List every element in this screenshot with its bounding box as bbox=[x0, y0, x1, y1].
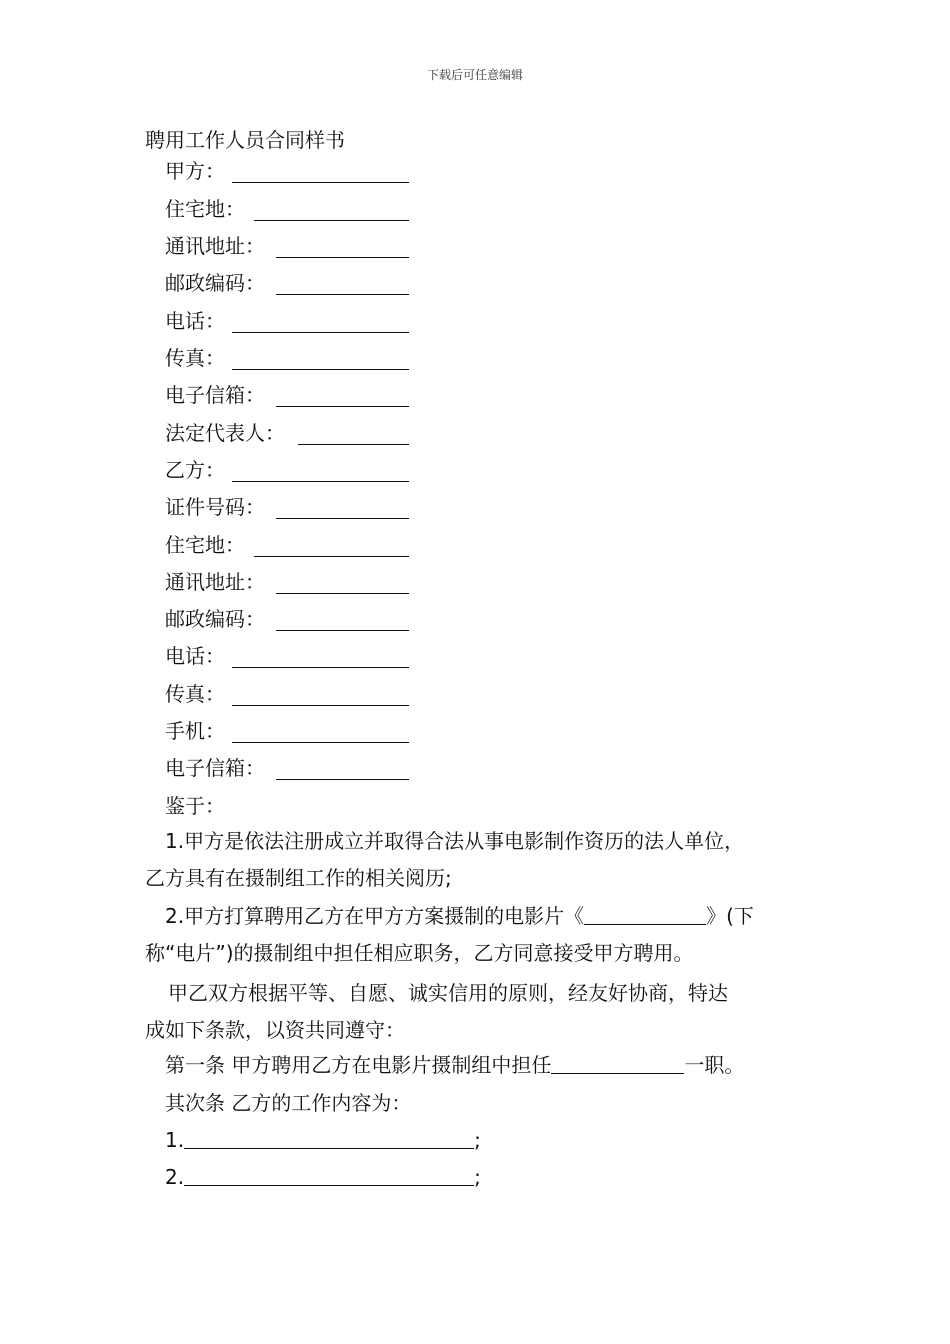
field-label: 证件号码： bbox=[165, 495, 265, 519]
fill-blank bbox=[254, 556, 409, 557]
party-b-address-field bbox=[165, 530, 415, 560]
recital-2-text-a: 2.甲方打算聘用乙方在甲方方案摄制的电影片《 bbox=[165, 904, 585, 928]
fill-blank bbox=[276, 593, 409, 594]
field-label: 邮政编码： bbox=[165, 271, 265, 295]
party-a-mailing-address-field bbox=[165, 231, 415, 261]
party-a-legal-rep-field bbox=[165, 418, 415, 448]
party-a-fax-field bbox=[165, 343, 415, 373]
article-1-text-b: 一职。 bbox=[684, 1053, 745, 1077]
field-label: 手机： bbox=[165, 719, 225, 743]
fill-blank bbox=[276, 257, 409, 258]
field-label: 住宅地： bbox=[165, 533, 245, 557]
whereas-label: 鉴于： bbox=[165, 794, 225, 818]
field-label: 住宅地： bbox=[165, 197, 245, 221]
party-a-postcode-field bbox=[165, 268, 415, 298]
field-label: 电子信箱： bbox=[165, 383, 265, 407]
party-a-email-field bbox=[165, 380, 415, 410]
party-b-mobile-field bbox=[165, 716, 415, 746]
document-title: 聘用工作人员合同样书 bbox=[145, 128, 345, 152]
party-b-fax-field bbox=[165, 679, 415, 709]
field-label: 邮政编码： bbox=[165, 607, 265, 631]
fill-blank bbox=[276, 779, 409, 780]
field-label: 通讯地址： bbox=[165, 234, 265, 258]
fill-blank bbox=[232, 705, 409, 706]
work-item-1 bbox=[165, 1122, 825, 1159]
fill-blank bbox=[276, 630, 409, 631]
fill-blank bbox=[232, 742, 409, 743]
party-a-label: 甲方： bbox=[165, 159, 225, 183]
party-a-field bbox=[165, 156, 415, 186]
party-b-label: 乙方： bbox=[165, 458, 225, 482]
party-b-phone-field bbox=[165, 641, 415, 671]
item-number: 1. bbox=[165, 1128, 185, 1152]
film-title-blank bbox=[584, 902, 706, 925]
recital-2-text-b: 》(下 bbox=[706, 904, 754, 928]
recital-2-line-1 bbox=[165, 898, 825, 935]
recital-1-line-1: 1.甲方是依法注册成立并取得合法从事电影制作资历的法人单位， bbox=[165, 829, 745, 853]
party-b-mailing-address-field bbox=[165, 567, 415, 597]
item-end: ; bbox=[474, 1128, 481, 1152]
fill-blank bbox=[232, 182, 409, 183]
recital-2-line-2: 称“电片”)的摄制组中担任相应职务，乙方同意接受甲方聘用。 bbox=[145, 941, 694, 965]
party-b-postcode-field bbox=[165, 604, 415, 634]
fill-blank bbox=[232, 667, 409, 668]
party-a-phone-field bbox=[165, 306, 415, 336]
fill-blank bbox=[254, 220, 409, 221]
recital-1-line-2: 乙方具有在摄制组工作的相关阅历; bbox=[145, 866, 452, 890]
field-label: 传真： bbox=[165, 682, 225, 706]
party-b-field bbox=[165, 455, 415, 485]
fill-blank bbox=[298, 444, 409, 445]
field-label: 电子信箱： bbox=[165, 756, 265, 780]
field-label: 通讯地址： bbox=[165, 570, 265, 594]
work-item-2 bbox=[165, 1159, 825, 1196]
party-a-address-field bbox=[165, 194, 415, 224]
position-blank bbox=[551, 1051, 684, 1074]
work-item-blank bbox=[184, 1163, 474, 1186]
fill-blank bbox=[276, 294, 409, 295]
agreement-line-1: 甲乙双方根据平等、自愿、诚实信用的原则，经友好协商，特达 bbox=[168, 981, 728, 1005]
fill-blank bbox=[232, 481, 409, 482]
fill-blank bbox=[232, 369, 409, 370]
fill-blank bbox=[232, 332, 409, 333]
article-1-text-a: 第一条 甲方聘用乙方在电影片摄制组中担任 bbox=[165, 1053, 552, 1077]
field-label: 电话： bbox=[165, 644, 225, 668]
field-label: 电话： bbox=[165, 309, 225, 333]
fill-blank bbox=[276, 406, 409, 407]
field-label: 法定代表人： bbox=[165, 421, 285, 445]
item-end: ; bbox=[474, 1165, 481, 1189]
fill-blank bbox=[276, 518, 409, 519]
header-note: 下载后可任意编辑 bbox=[426, 68, 523, 82]
whereas-heading bbox=[165, 791, 415, 821]
item-number: 2. bbox=[165, 1165, 185, 1189]
article-1 bbox=[165, 1047, 825, 1084]
work-item-blank bbox=[184, 1126, 474, 1149]
field-label: 传真： bbox=[165, 346, 225, 370]
article-2: 其次条 乙方的工作内容为： bbox=[165, 1091, 412, 1115]
agreement-line-2: 成如下条款，以资共同遵守： bbox=[145, 1018, 405, 1042]
party-b-id-number-field bbox=[165, 492, 415, 522]
party-b-email-field bbox=[165, 753, 415, 783]
